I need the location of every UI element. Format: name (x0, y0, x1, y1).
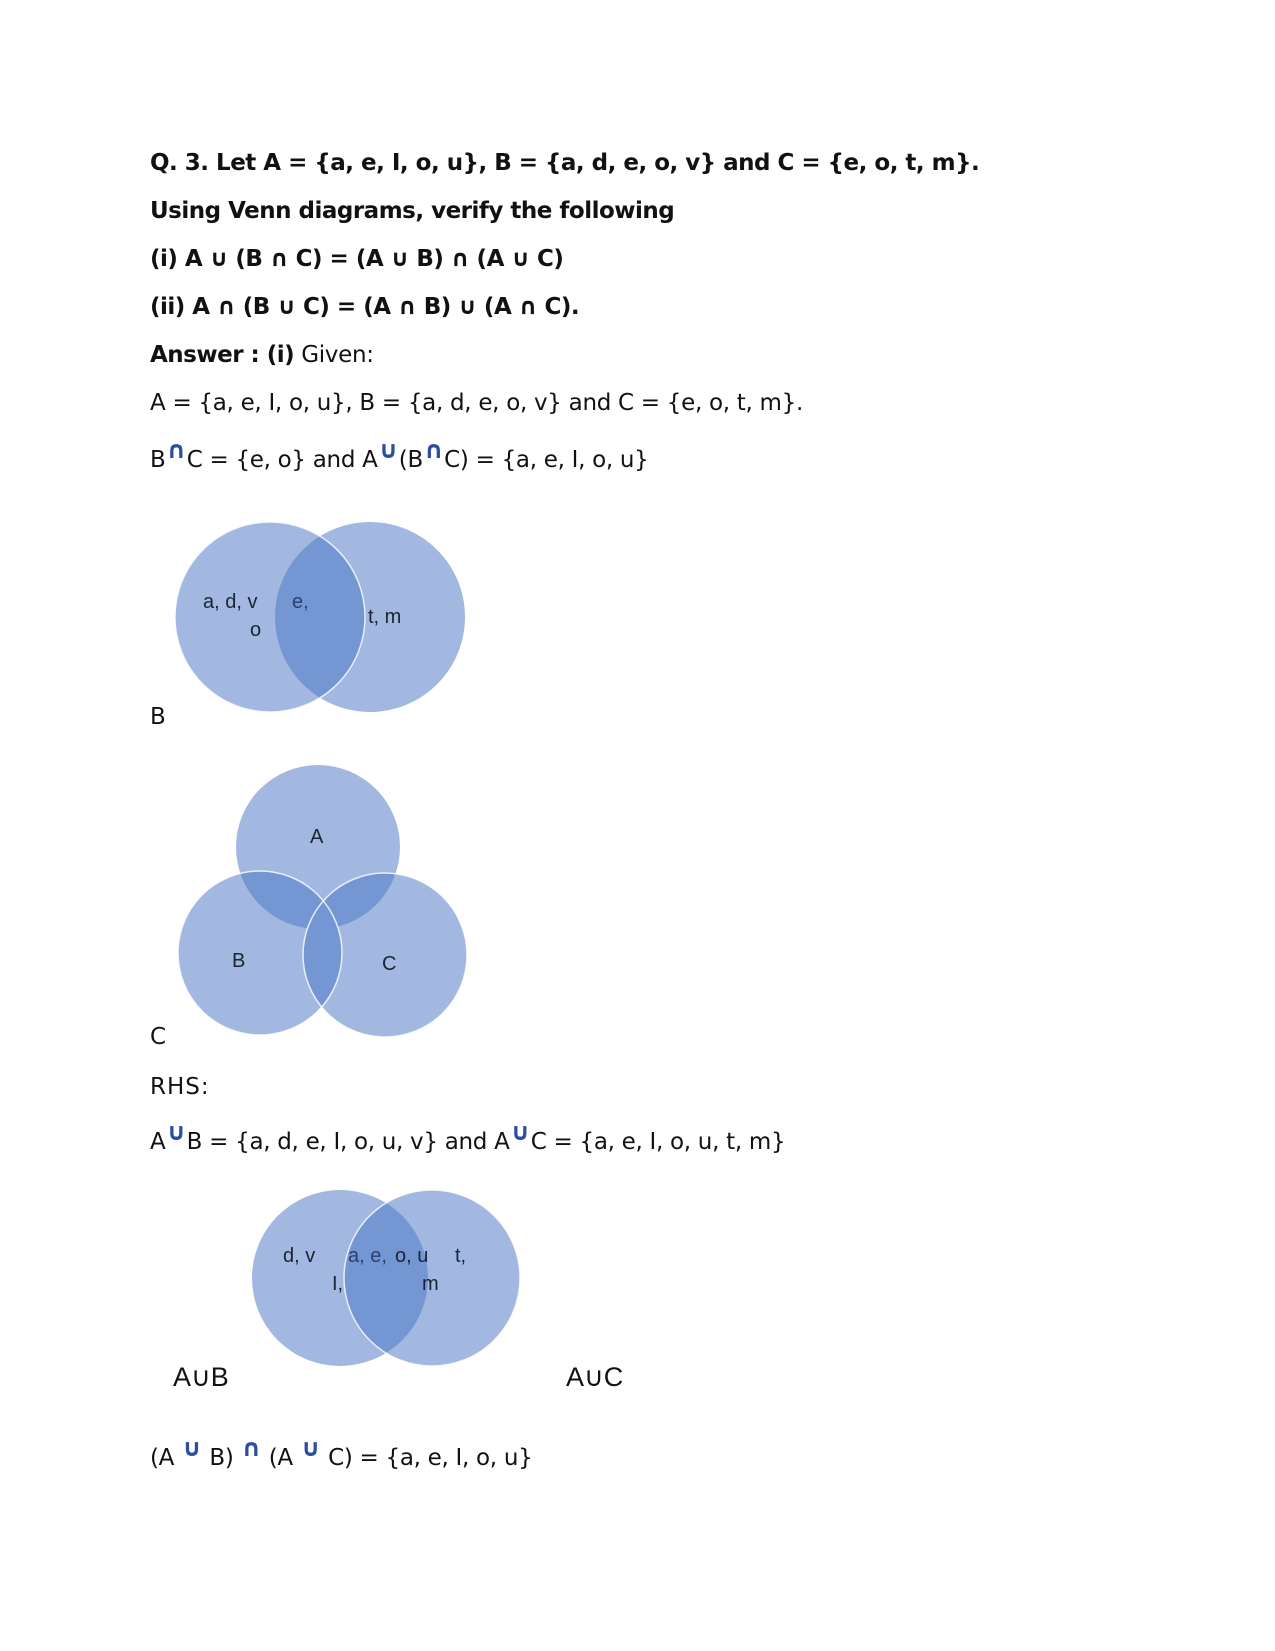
venn-aub-auc-graphic (245, 1183, 530, 1373)
result-part-3: (A (261, 1445, 300, 1471)
answer-intersection-line (150, 436, 649, 475)
rhs-label: RHS: (150, 1074, 210, 1100)
lhs-result: C) = {a, e, I, o, u} (444, 447, 649, 473)
union-symbol: ∪ (378, 436, 398, 464)
venn-a-b-c-graphic (170, 760, 475, 1040)
venn-diagram-b-c (170, 515, 475, 720)
venn3-aub-only-2: I, (332, 1273, 344, 1295)
result-part-2: B) (202, 1445, 241, 1471)
venn-diagram-aub-auc (245, 1183, 530, 1373)
venn2-caption: C (150, 1024, 167, 1050)
intersection-symbol: ∩ (241, 1434, 261, 1462)
a-union-c-set: C = {a, e, I, o, u, t, m} (530, 1129, 786, 1155)
intersection-symbol: ∩ (166, 436, 186, 464)
paren-b: (B (398, 447, 423, 473)
union-symbol: ∪ (166, 1118, 186, 1146)
answer-sets-line: A = {a, e, I, o, u}, B = {a, d, e, o, v} and C = {e, o, t, m}. (150, 390, 803, 416)
venn-b-c-graphic (170, 515, 475, 720)
union-symbol: ∪ (510, 1118, 530, 1146)
answer-given: Given: (294, 342, 374, 368)
answer-label: Answer : (i) (150, 342, 295, 368)
venn1-b-only-2: o (250, 619, 262, 641)
union-symbol: ∪ (300, 1434, 321, 1462)
venn2-label-c: C (382, 953, 397, 975)
venn3-overlap-dark: o, u (395, 1245, 429, 1267)
set-b: B (150, 447, 166, 473)
venn3-caption-auc: A∪C (566, 1362, 624, 1392)
venn2-label-b: B (232, 950, 246, 972)
venn2-label-a: A (310, 826, 324, 848)
venn1-b-only: a, d, v (203, 591, 258, 613)
question-part-ii: (ii) A ∩ (B ∪ C) = (A ∩ B) ∪ (A ∩ C). (150, 294, 580, 320)
intersection-symbol: ∩ (423, 436, 444, 464)
venn-diagram-a-b-c (170, 760, 475, 1040)
rhs-union-line (150, 1118, 786, 1157)
venn3-aub-only: d, v (283, 1245, 316, 1267)
set-a: A (150, 1129, 166, 1155)
rhs-result-line (150, 1434, 533, 1473)
question-part-i: (i) A ∪ (B ∩ C) = (A ∪ B) ∩ (A ∪ C) (150, 246, 564, 272)
union-symbol: ∪ (182, 1434, 202, 1462)
result-part-4: C) = {a, e, I, o, u} (321, 1445, 533, 1471)
question-title: Q. 3. Let A = {a, e, I, o, u}, B = {a, d, e, o, v} and C = {e, o, t, m}. (150, 150, 980, 176)
venn3-caption-aub: A∪B (173, 1362, 229, 1392)
venn3-auc-only: t, (455, 1245, 467, 1267)
a-union-b-set: B = {a, d, e, I, o, u, v} and A (186, 1129, 510, 1155)
venn1-c-only: t, m (368, 606, 402, 628)
bc-equation: C = {e, o} and A (186, 447, 378, 473)
venn1-caption: B (150, 704, 166, 730)
venn3-overlap-blue: a, e, (348, 1245, 387, 1267)
answer-heading (150, 340, 374, 370)
venn3-auc-only-2: m (422, 1273, 439, 1295)
venn1-overlap: e, (292, 591, 309, 613)
question-instruction: Using Venn diagrams, verify the following (150, 198, 675, 224)
result-part-1: (A (150, 1445, 182, 1471)
